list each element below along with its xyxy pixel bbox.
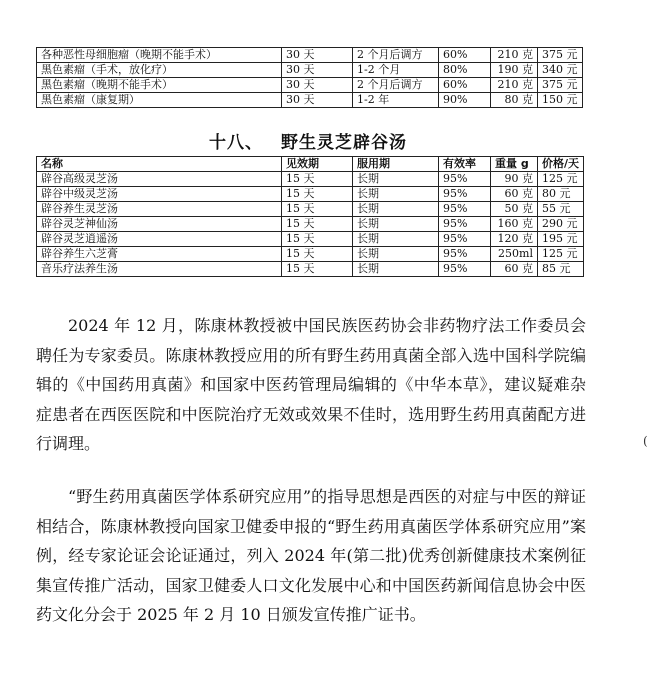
cell-price: 55 元 — [538, 202, 584, 217]
cell-name: 辟谷灵芝逍遥汤 — [37, 232, 282, 247]
cell-rate: 95% — [439, 262, 491, 277]
cell-cycle: 长期 — [353, 202, 439, 217]
cell-price: 125 元 — [538, 247, 584, 262]
header-name: 名称 — [37, 157, 282, 172]
cell-rate: 95% — [439, 217, 491, 232]
cell-cycle: 长期 — [353, 172, 439, 187]
cell-price: 150 元 — [538, 93, 583, 108]
cell-rate: 95% — [439, 247, 491, 262]
section-number: 十八、 — [209, 133, 263, 153]
body-paragraph-2: “野生药用真菌医学体系研究应用”的指导思想是西医的对症与中医的辩证相结合，陈康林教授向国家卫健委申报的“野生药用真菌医学体系研究应用”案例，经专家论证会论证通过，列入 2024 年(第二批)优秀创新健康技术案例征集宣传推广活动，国家卫健委人口文化发展中心和中国医药新闻信息协会中医药文化分会于 2025 年 2 月 10 日颁发宣传推广证书。 — [36, 487, 586, 624]
cell-cycle: 长期 — [353, 217, 439, 232]
cell-name: 辟谷灵芝神仙汤 — [37, 217, 282, 232]
table-row — [37, 262, 584, 277]
table-row — [37, 93, 583, 108]
table-row — [37, 63, 583, 78]
cell-price: 340 元 — [538, 63, 583, 78]
cell-period: 15 天 — [282, 187, 353, 202]
cell-cycle: 2 个月后调方 — [353, 78, 439, 93]
cell-period: 15 天 — [282, 202, 353, 217]
cell-weight: 210 克 — [491, 78, 538, 93]
cell-rate: 95% — [439, 202, 491, 217]
cell-name: 辟谷养生灵芝汤 — [37, 202, 282, 217]
cell-period: 15 天 — [282, 172, 353, 187]
header-rate: 有效率 — [439, 157, 491, 172]
cell-period: 15 天 — [282, 262, 353, 277]
cell-period: 30 天 — [282, 48, 353, 63]
cell-cycle: 2 个月后调方 — [353, 48, 439, 63]
header-period: 见效期 — [282, 157, 353, 172]
price-table-top — [36, 47, 583, 108]
cell-name: 辟谷养生六芝膏 — [37, 247, 282, 262]
table-header-row — [37, 157, 584, 172]
table-row — [37, 247, 584, 262]
cell-period: 30 天 — [282, 93, 353, 108]
cell-name: 辟谷高级灵芝汤 — [37, 172, 282, 187]
cell-weight: 90 克 — [491, 172, 538, 187]
cell-period: 15 天 — [282, 217, 353, 232]
cell-cycle: 长期 — [353, 262, 439, 277]
cell-price: 290 元 — [538, 217, 584, 232]
cell-weight: 60 克 — [491, 187, 538, 202]
cell-rate: 90% — [439, 93, 491, 108]
cell-rate: 95% — [439, 172, 491, 187]
cell-weight: 250ml — [491, 247, 538, 262]
cell-rate: 95% — [439, 187, 491, 202]
cell-name: 各种恶性母细胞瘤（晚期不能手术） — [37, 48, 282, 63]
table-row — [37, 78, 583, 93]
body-paragraph-1: 2024 年 12 月，陈康林教授被中国民族医药协会非药物疗法工作委员会聘任为专家委员。陈康林教授应用的所有野生药用真菌全部入选中国科学院编辑的《中国药用真菌》和国家中医药管理局编辑的《中华本草》，建议疑难杂症患者在西医医院和中医院治疗无效或效果不佳时，选用野生药用真菌配方进行调理。 — [36, 316, 586, 453]
cell-rate: 80% — [439, 63, 491, 78]
section-title: 野生灵芝辟谷汤 — [281, 133, 407, 153]
cell-cycle: 长期 — [353, 232, 439, 247]
cell-price: 85 元 — [538, 262, 584, 277]
cell-weight: 160 克 — [491, 217, 538, 232]
cell-period: 15 天 — [282, 232, 353, 247]
cell-weight: 120 克 — [491, 232, 538, 247]
cell-cycle: 1-2 年 — [353, 93, 439, 108]
cell-weight: 190 克 — [491, 63, 538, 78]
cell-rate: 60% — [439, 48, 491, 63]
price-table-top-body — [37, 48, 583, 108]
cell-cycle: 1-2 个月 — [353, 63, 439, 78]
cell-cycle: 长期 — [353, 187, 439, 202]
cell-name: 辟谷中级灵芝汤 — [37, 187, 282, 202]
cell-price: 375 元 — [538, 78, 583, 93]
cell-period: 30 天 — [282, 63, 353, 78]
cell-name: 音乐疗法养生汤 — [37, 262, 282, 277]
cell-rate: 60% — [439, 78, 491, 93]
cell-weight: 60 克 — [491, 262, 538, 277]
cell-name: 黑色素瘤（康复期） — [37, 93, 282, 108]
cell-period: 30 天 — [282, 78, 353, 93]
cell-name: 黑色素瘤（手术，放化疗） — [37, 63, 282, 78]
cell-price: 375 元 — [538, 48, 583, 63]
cell-price: 125 元 — [538, 172, 584, 187]
header-price: 价格/天 — [538, 157, 584, 172]
header-cycle: 服用期 — [353, 157, 439, 172]
cell-weight: 80 克 — [491, 93, 538, 108]
table-row — [37, 187, 584, 202]
price-table-bottom-body — [37, 172, 584, 277]
cell-price: 195 元 — [538, 232, 584, 247]
cell-cycle: 长期 — [353, 247, 439, 262]
section-heading — [36, 128, 580, 153]
header-weight: 重量 g — [491, 157, 538, 172]
table-row — [37, 217, 584, 232]
cell-period: 15 天 — [282, 247, 353, 262]
table-row — [37, 202, 584, 217]
cell-rate: 95% — [439, 232, 491, 247]
cell-name: 黑色素瘤（晚期不能手术） — [37, 78, 282, 93]
edge-glyph: ( — [643, 434, 648, 448]
table-row — [37, 232, 584, 247]
table-row — [37, 172, 584, 187]
cell-weight: 50 克 — [491, 202, 538, 217]
table-row — [37, 48, 583, 63]
cell-price: 80 元 — [538, 187, 584, 202]
price-table-bottom — [36, 156, 584, 277]
cell-weight: 210 克 — [491, 48, 538, 63]
